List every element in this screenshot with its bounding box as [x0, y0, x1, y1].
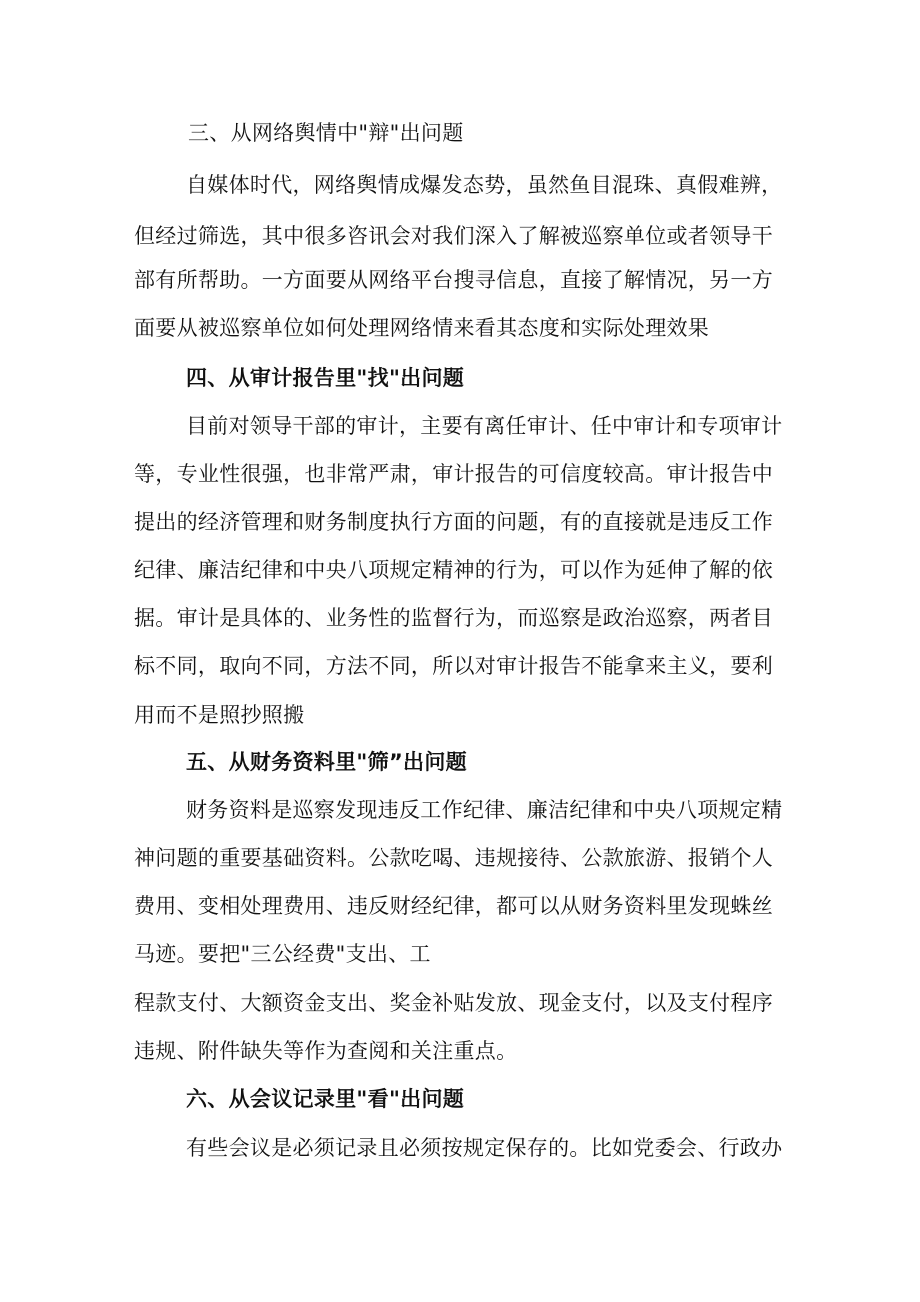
paragraph-line: 自媒体时代，网络舆情成爆发态势，虽然鱼目混珠、真假难辨，: [186, 173, 783, 197]
paragraph-line: 但经过筛选，其中很多咨讯会对我们深入了解被巡察单位或者领导干: [134, 224, 773, 248]
section-heading: 三、从网络舆情中"辩"出问题: [188, 121, 464, 145]
paragraph-line: 有些会议是必须记录且必须按规定保存的。比如党委会、行政办: [186, 1136, 783, 1160]
paragraph-line: 马迹。要把"三公经费"支出、工: [134, 942, 431, 966]
paragraph-line: 费用、变相处理费用、违反财经纪律，都可以从财务资料里发现蛛丝: [134, 894, 773, 918]
paragraph-line: 程款支付、大额资金支出、奖金补贴发放、现金支付，以及支付程序: [134, 991, 773, 1015]
paragraph-line: 提出的经济管理和财务制度执行方面的问题，有的直接就是违反工作: [134, 510, 773, 534]
paragraph-line: 纪律、廉洁纪律和中央八项规定精神的行为，可以作为延伸了解的依: [134, 558, 773, 582]
section-heading: 四、从审计报告里"找"出问题: [186, 366, 465, 390]
paragraph-line: 目前对领导干部的审计，主要有离任审计、任中审计和专项审计: [186, 414, 783, 438]
paragraph-line: 违规、附件缺失等作为查阅和关注重点。: [134, 1039, 518, 1063]
paragraph-line: 标不同，取向不同，方法不同，所以对审计报告不能拿来主义，要利: [134, 654, 773, 678]
section-heading: 五、从财务资料里"筛”出问题: [186, 750, 467, 774]
paragraph-line: 用而不是照抄照搬: [134, 703, 305, 727]
paragraph-line: 部有所帮助。一方面要从网络平台搜寻信息，直接了解情况，另一方: [134, 268, 773, 292]
paragraph-line: 据。审计是具体的、业务性的监督行为，而巡察是政治巡察，两者目: [134, 606, 773, 630]
paragraph-line: 财务资料是巡察发现违反工作纪律、廉洁纪律和中央八项规定精: [186, 798, 783, 822]
paragraph-line: 等，专业性很强，也非常严肃，审计报告的可信度较高。审计报告中: [134, 462, 773, 486]
paragraph-line: 神问题的重要基础资料。公款吃喝、违规接待、公款旅游、报销个人: [134, 846, 773, 870]
section-heading: 六、从会议记录里"看"出问题: [186, 1087, 465, 1111]
paragraph-line: 面要从被巡察单位如何处理网络情来看其态度和实际处理效果: [134, 316, 710, 340]
